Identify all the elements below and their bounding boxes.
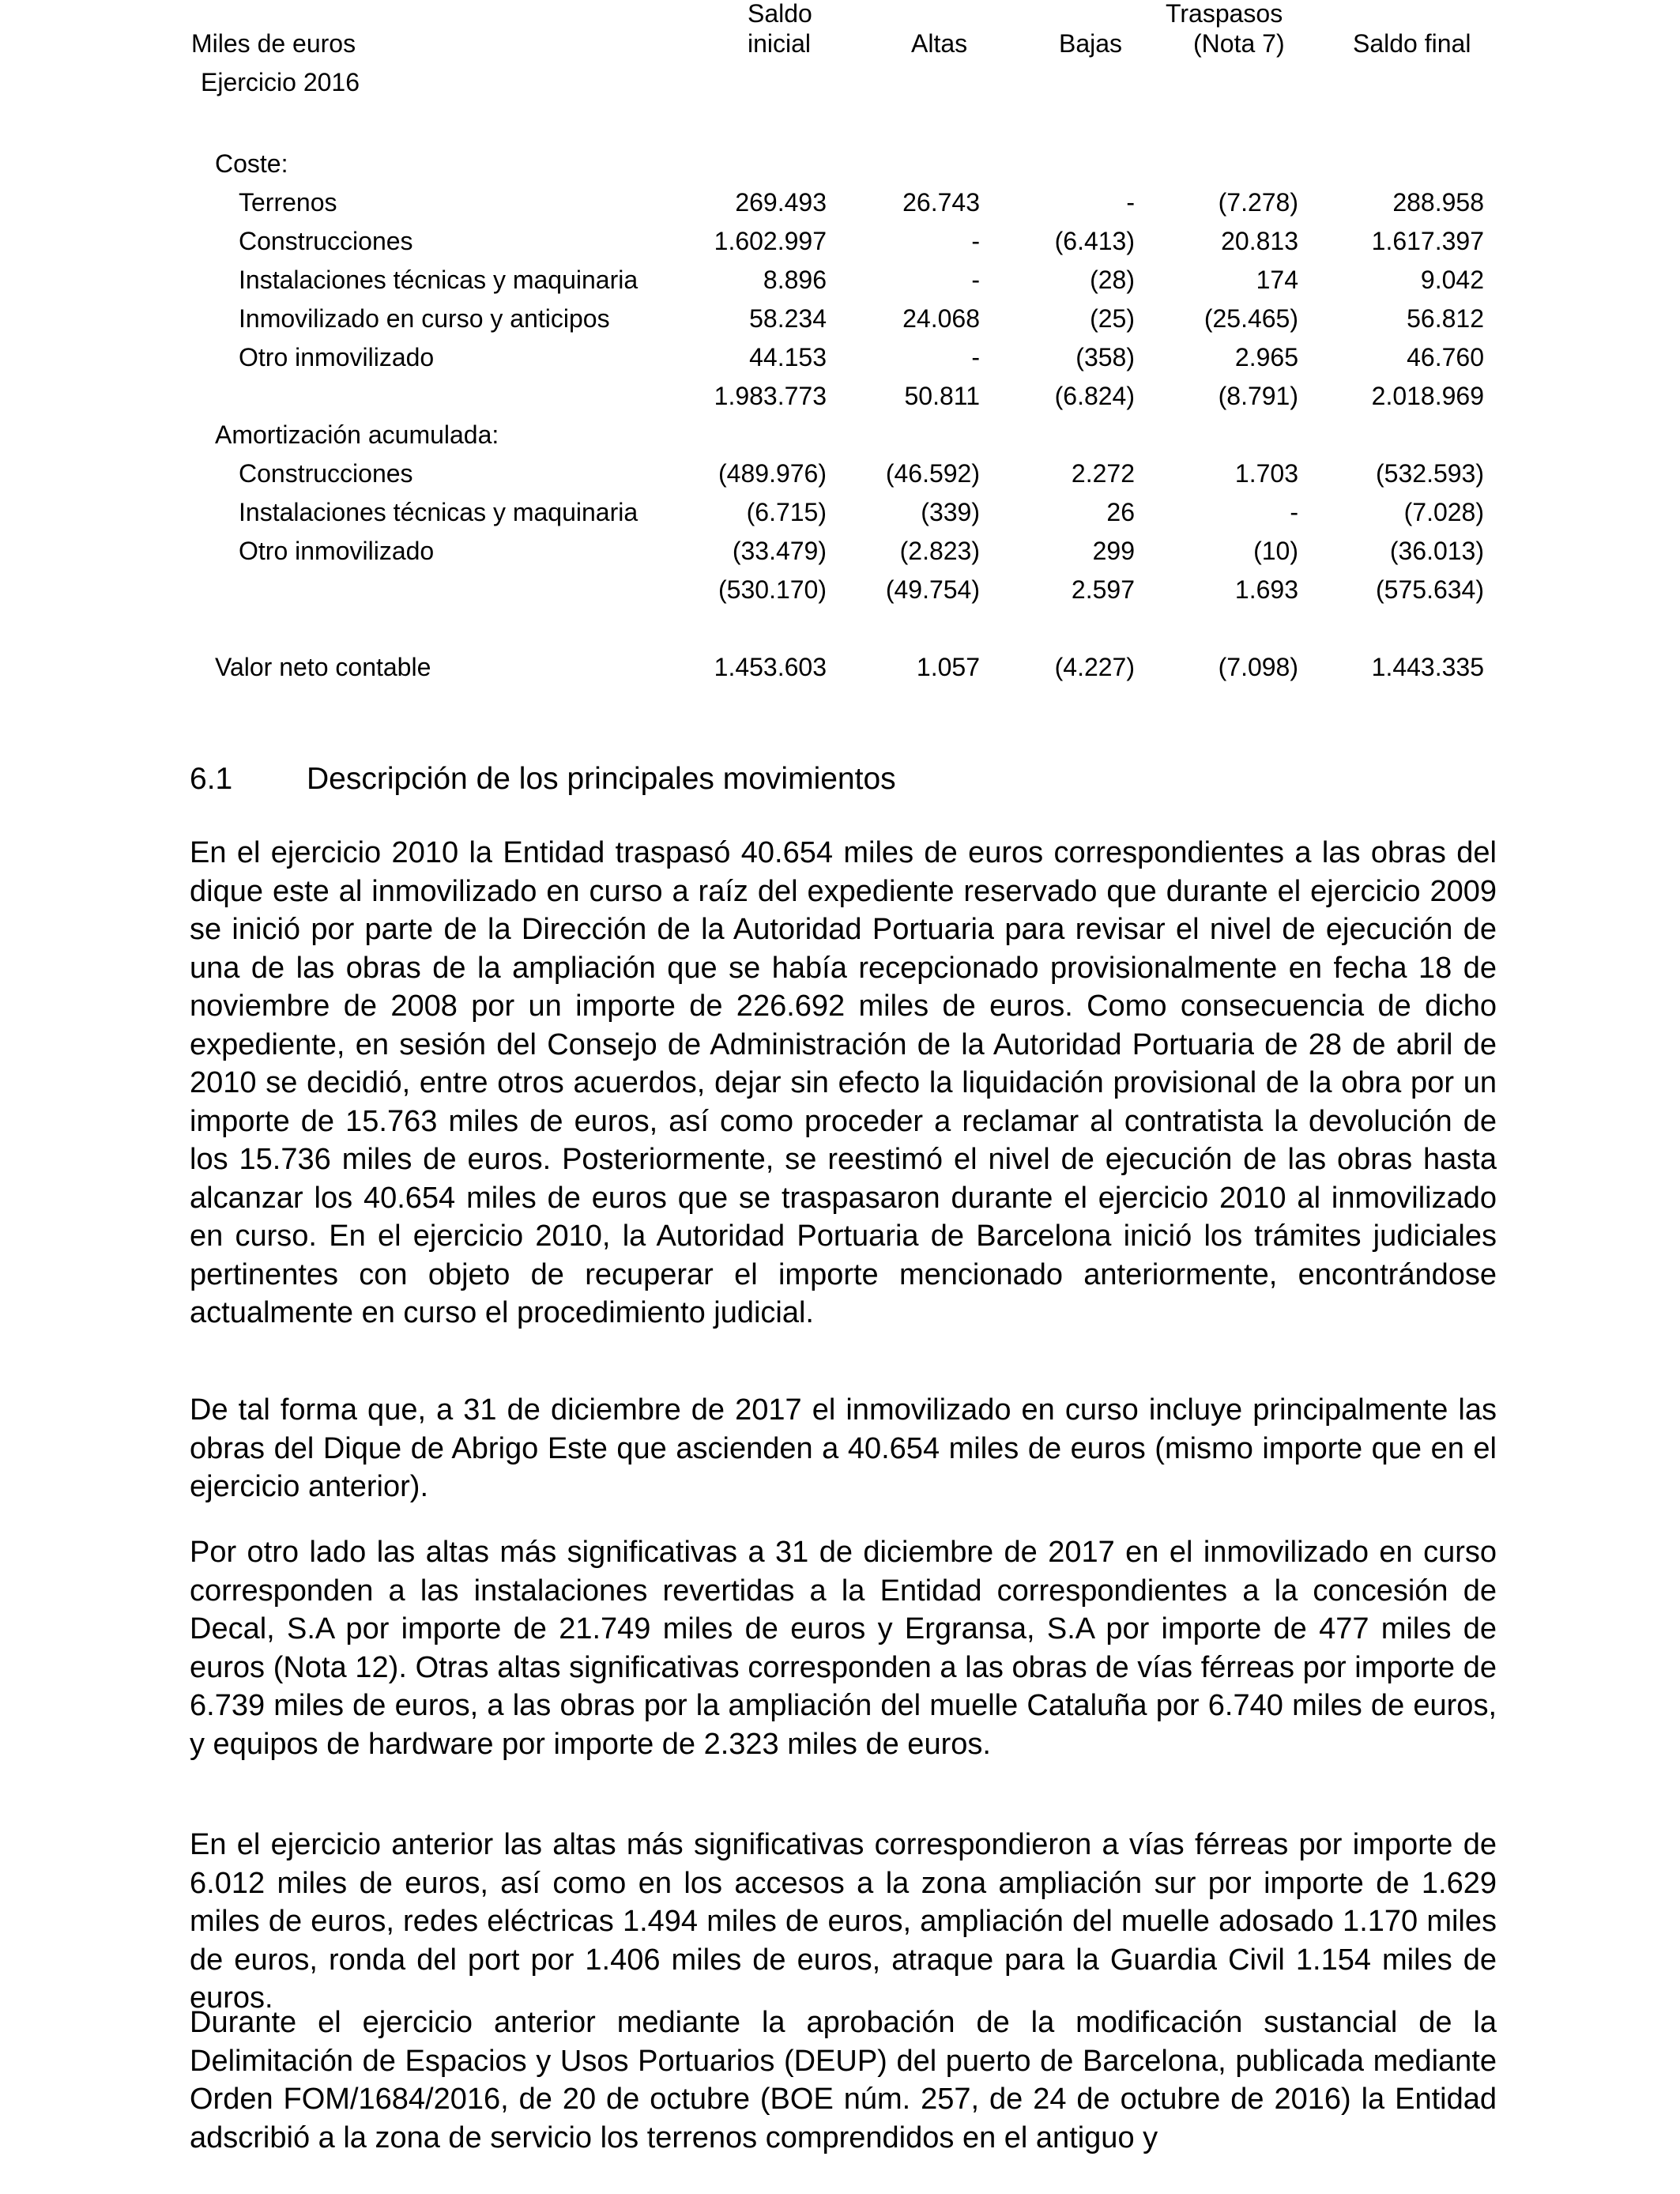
cell-altas: - — [971, 266, 980, 294]
cell-bajas: (6.824) — [1054, 382, 1135, 410]
row-label: Instalaciones técnicas y maquinaria — [239, 266, 638, 294]
paragraph: Durante el ejercicio anterior mediante la aprobación de la modificación sustancial de la Delimitación de Espacios y Usos Portuarios (DEUP) del puerto de Barcelona, publicada mediante Orden FOM/1684/2016, de 20 de octubre (BOE núm. 257, de 24 de octubre de 2016) la Entidad adscribió a la zona de servicio los terrenos comprendidos en el antiguo y — [190, 2006, 1497, 2154]
cell-saldo-inicial: (33.479) — [732, 537, 827, 565]
row-label: Inmovilizado en curso y anticipos — [239, 304, 610, 333]
paragraph: De tal forma que, a 31 de diciembre de 2017 el inmovilizado en curso incluye principalmente las obras del Dique de Abrigo Este que ascienden a 40.654 miles de euros (mismo importe que en el ejercicio anterior). — [190, 1393, 1497, 1503]
cell-saldo-inicial: (530.170) — [718, 575, 827, 604]
section-heading — [190, 760, 896, 798]
cell-saldo-inicial: 1.453.603 — [714, 653, 827, 681]
cell-saldo-inicial: 44.153 — [749, 343, 827, 371]
cell-saldo-inicial: 8.896 — [763, 266, 827, 294]
row-label: Construcciones — [239, 227, 413, 255]
cell-saldo-inicial: 269.493 — [735, 188, 827, 217]
cell-bajas: 299 — [1092, 537, 1135, 565]
cell-bajas: (358) — [1075, 343, 1135, 371]
cell-saldo-final: 46.760 — [1407, 343, 1484, 371]
section-title: Descripción de los principales movimientos — [307, 762, 896, 796]
cell-altas: - — [971, 343, 980, 371]
cell-altas: 50.811 — [904, 382, 980, 410]
col-header-bajas: Bajas — [1059, 29, 1123, 58]
cell-bajas: (28) — [1090, 266, 1135, 294]
cell-saldo-final: 1.617.397 — [1371, 227, 1484, 255]
row-label: Terrenos — [239, 188, 337, 217]
cell-saldo-final: 56.812 — [1407, 304, 1484, 333]
cell-saldo-final: 2.018.969 — [1371, 382, 1484, 410]
cell-saldo-final: 288.958 — [1392, 188, 1484, 217]
cell-traspasos: (7.278) — [1218, 188, 1298, 217]
cell-traspasos: - — [1290, 498, 1298, 526]
coste-section-label: Coste: — [215, 149, 288, 178]
cell-saldo-final: (7.028) — [1403, 498, 1484, 526]
amortizacion-section-label: Amortización acumulada: — [215, 420, 499, 449]
cell-saldo-inicial: (489.976) — [718, 459, 827, 488]
cell-altas: (2.823) — [899, 537, 980, 565]
col-header-saldo-inicial-line2: inicial — [748, 29, 812, 58]
row-label: Otro inmovilizado — [239, 537, 435, 565]
cell-traspasos: (7.098) — [1218, 653, 1298, 681]
cell-traspasos: (10) — [1253, 537, 1298, 565]
paragraph: En el ejercicio anterior las altas más significativas correspondieron a vías férreas por importe de 6.012 miles de euros, así como en los accesos a la zona ampliación sur por importe de 1.629 miles de euros, redes eléctricas 1.494 miles de euros, ampliación del muelle adosado 1.170 miles de euros, ronda del port por 1.406 miles de euros, atraque para la Guardia Civil 1.154 miles de euros. — [190, 1828, 1497, 2015]
year-label: Ejercicio 2016 — [201, 68, 360, 96]
col-header-saldo-inicial-line1: Saldo — [748, 0, 812, 28]
cell-traspasos: 1.693 — [1234, 575, 1298, 604]
col-header-altas: Altas — [911, 29, 968, 58]
cell-altas: 26.743 — [902, 188, 980, 217]
col-header-traspasos-line1: Traspasos — [1166, 0, 1283, 28]
cell-saldo-inicial: 58.234 — [749, 304, 827, 333]
paragraph: Por otro lado las altas más significativas a 31 de diciembre de 2017 en el inmovilizado en curso corresponden a las instalaciones revertidas a la Entidad correspondientes a la concesión de Decal, S.A por importe de 21.749 miles de euros y Ergransa, S.A por importe de 477 miles de euros (Nota 12). Otras altas significativas corresponden a las obras de vías férreas por importe de 6.739 miles de euros, a las obras por la ampliación del muelle Cataluña por 6.740 miles de euros, y equipos de hardware por importe de 2.323 miles de euros. — [190, 1536, 1497, 1761]
cell-traspasos: 2.965 — [1234, 343, 1298, 371]
cell-altas: - — [971, 227, 980, 255]
cell-bajas: - — [1126, 188, 1135, 217]
row-label: Instalaciones técnicas y maquinaria — [239, 498, 638, 526]
cell-traspasos: (8.791) — [1218, 382, 1298, 410]
units-header: Miles de euros — [191, 29, 356, 58]
section-number: 6.1 — [190, 762, 233, 796]
col-header-saldo-final: Saldo final — [1353, 29, 1471, 58]
cell-altas: (49.754) — [885, 575, 980, 604]
row-label: Construcciones — [239, 459, 413, 488]
cell-saldo-inicial: (6.715) — [746, 498, 827, 526]
cell-saldo-inicial: 1.983.773 — [714, 382, 827, 410]
row-label: Otro inmovilizado — [239, 343, 435, 371]
cell-bajas: (6.413) — [1054, 227, 1135, 255]
cell-traspasos: 174 — [1256, 266, 1298, 294]
cell-saldo-final: (532.593) — [1376, 459, 1484, 488]
cell-saldo-final: 9.042 — [1420, 266, 1484, 294]
cell-traspasos: (25.465) — [1203, 304, 1298, 333]
cell-altas: (46.592) — [885, 459, 980, 488]
cell-saldo-final: (575.634) — [1376, 575, 1484, 604]
col-header-traspasos-line2: (Nota 7) — [1193, 29, 1285, 58]
cell-bajas: 2.272 — [1071, 459, 1135, 488]
cell-bajas: (25) — [1090, 304, 1135, 333]
cell-traspasos: 20.813 — [1221, 227, 1298, 255]
cell-traspasos: 1.703 — [1234, 459, 1298, 488]
cell-saldo-final: 1.443.335 — [1371, 653, 1484, 681]
cell-saldo-inicial: 1.602.997 — [714, 227, 827, 255]
cell-altas: 24.068 — [902, 304, 980, 333]
cell-altas: 1.057 — [916, 653, 980, 681]
cell-altas: (339) — [921, 498, 980, 526]
paragraph: En el ejercicio 2010 la Entidad traspasó 40.654 miles de euros correspondientes a las obras del dique este al inmovilizado en curso a raíz del expediente reservado que durante el ejercicio 2009 se inició por parte de la Dirección de la Autoridad Portuaria para revisar el nivel de ejecución de una de las obras de la ampliación que se había recepcionado provisionalmente en fecha 18 de noviembre de 2008 por un importe de 226.692 miles de euros. Como consecuencia de dicho expediente, en sesión del Consejo de Administración de la Autoridad Portuaria de 28 de abril de 2010 se decidió, entre otros acuerdos, dejar sin efecto la liquidación provisional de la obra por un importe de 15.763 miles de euros, así como proceder a reclamar al contratista la devolución de los 15.736 miles de euros. Posteriormente, se reestimó el nivel de ejecución de las obras hasta alcanzar los 40.654 miles de euros que se traspasaron durante el ejercicio 2010 al inmovilizado en curso. En el ejercicio 2010, la Autoridad Portuaria de Barcelona inició los trámites judiciales pertinentes con objeto de recuperar el importe mencionado anteriormente, encontrándose actualmente en curso el procedimiento judicial. — [190, 836, 1497, 1329]
cell-saldo-final: (36.013) — [1389, 537, 1484, 565]
row-label: Valor neto contable — [215, 653, 431, 681]
cell-bajas: 26 — [1106, 498, 1135, 526]
cell-bajas: 2.597 — [1071, 575, 1135, 604]
cell-bajas: (4.227) — [1054, 653, 1135, 681]
